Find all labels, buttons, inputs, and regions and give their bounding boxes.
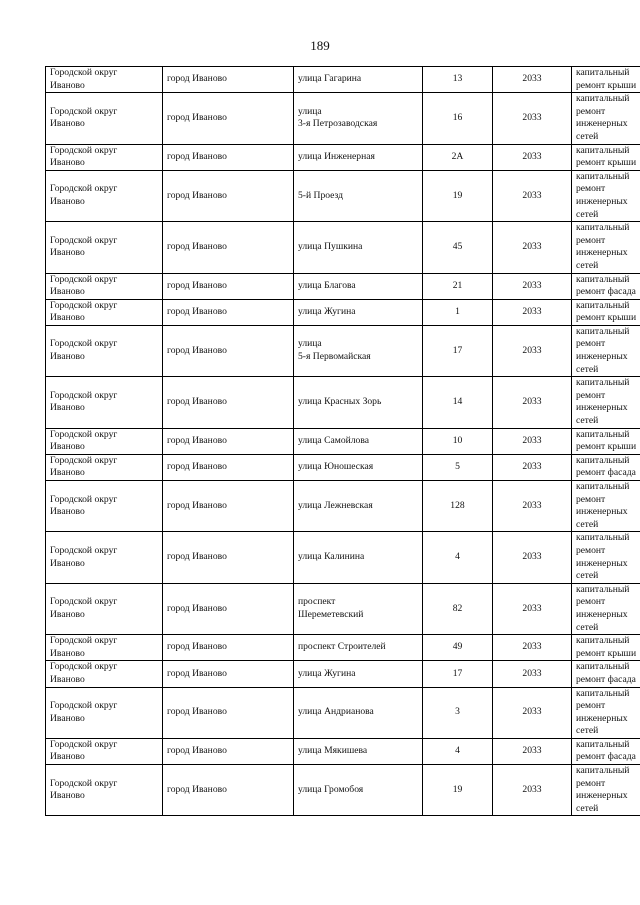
street-text: улица Лежневская <box>298 499 373 511</box>
year-cell <box>493 583 572 634</box>
house-number-cell <box>423 661 493 687</box>
city-text: город Иваново <box>167 551 227 563</box>
city-text: город Иваново <box>167 396 227 408</box>
year-cell <box>493 222 572 273</box>
street-text: улица Жугина <box>298 667 356 679</box>
city-text: город Иваново <box>167 602 227 614</box>
work-type-cell <box>572 687 640 738</box>
year-cell <box>493 765 572 816</box>
district-text: Городской округ Иваново <box>50 144 118 169</box>
district-text: Городской округ Иваново <box>50 105 118 130</box>
street-text: улица Юношеская <box>298 461 374 473</box>
street-cell <box>294 428 423 454</box>
table-row <box>46 325 640 376</box>
house-number-text: 45 <box>452 241 463 253</box>
table-row <box>46 377 640 428</box>
district-text: Городской округ Иваново <box>50 428 118 453</box>
city-text: город Иваново <box>167 189 227 201</box>
district-text: Городской округ Иваново <box>50 234 118 259</box>
district-text: Городской округ Иваново <box>50 700 118 724</box>
district-cell <box>46 377 163 428</box>
street-cell <box>294 738 423 764</box>
district-cell <box>46 738 163 764</box>
street-text: проспект Строителей <box>298 641 386 653</box>
table-row <box>46 687 640 738</box>
house-number-text: 13 <box>452 73 463 85</box>
work-type-cell <box>572 738 640 764</box>
street-text: улица Андрианова <box>298 706 374 718</box>
work-type-text: капитальный ремонт фасада <box>576 661 636 685</box>
house-number-text: 19 <box>452 189 463 201</box>
year-text: 2033 <box>522 344 542 356</box>
table-row <box>46 299 640 325</box>
district-cell <box>46 93 163 144</box>
street-cell <box>294 635 423 661</box>
table-row <box>46 738 640 764</box>
city-cell <box>163 583 294 634</box>
table-row <box>46 481 640 532</box>
city-text: город Иваново <box>167 745 227 757</box>
district-text: Городской округ Иваново <box>50 299 118 324</box>
street-text: улица Гагарина <box>298 73 362 85</box>
work-type-text: капитальный ремонт инженерных сетей <box>576 222 630 271</box>
house-number-text: 1 <box>455 305 460 317</box>
city-text: город Иваново <box>167 706 227 718</box>
year-text: 2033 <box>522 641 542 653</box>
district-cell <box>46 299 163 325</box>
table-row <box>46 661 640 687</box>
street-text: улица Пушкина <box>298 241 363 253</box>
year-text: 2033 <box>522 745 542 757</box>
city-cell <box>163 144 294 170</box>
street-text: улица Инженерная <box>298 150 375 162</box>
house-number-text: 4 <box>455 551 460 563</box>
year-cell <box>493 738 572 764</box>
work-type-cell <box>572 765 640 816</box>
street-cell <box>294 661 423 687</box>
city-text: город Иваново <box>167 73 227 85</box>
work-type-text: капитальный ремонт инженерных сетей <box>576 481 630 530</box>
work-type-text: капитальный ремонт крыши <box>576 428 637 453</box>
street-text: улица Самойлова <box>298 434 369 446</box>
street-cell <box>294 687 423 738</box>
house-number-cell <box>423 687 493 738</box>
work-type-text: капитальный ремонт инженерных сетей <box>576 93 630 142</box>
year-cell <box>493 481 572 532</box>
work-type-text: капитальный ремонт крыши <box>576 299 637 324</box>
street-text: улица 3-я Петрозаводская <box>298 105 378 130</box>
work-type-cell <box>572 67 640 93</box>
work-type-cell <box>572 454 640 480</box>
house-number-cell <box>423 377 493 428</box>
street-text: улица 5-я Первомайская <box>298 338 371 363</box>
city-text: город Иваново <box>167 667 227 679</box>
table-body <box>46 67 640 816</box>
city-cell <box>163 299 294 325</box>
house-number-text: 3 <box>455 706 460 718</box>
house-number-cell <box>423 454 493 480</box>
street-cell <box>294 765 423 816</box>
year-cell <box>493 67 572 93</box>
street-text: улица Красных Зорь <box>298 396 382 408</box>
year-cell <box>493 687 572 738</box>
year-cell <box>493 428 572 454</box>
work-type-cell <box>572 170 640 221</box>
district-cell <box>46 481 163 532</box>
house-number-cell <box>423 428 493 454</box>
year-text: 2033 <box>522 279 542 291</box>
house-number-text: 21 <box>452 279 463 291</box>
street-text: улица Благова <box>298 279 356 291</box>
year-cell <box>493 170 572 221</box>
house-number-text: 49 <box>452 641 463 653</box>
work-type-text: капитальный ремонт инженерных сетей <box>576 325 630 375</box>
year-text: 2033 <box>522 783 542 795</box>
housing-repair-table <box>45 66 640 816</box>
street-cell <box>294 481 423 532</box>
street-text: улица Громобоя <box>298 783 364 795</box>
house-number-cell <box>423 67 493 93</box>
district-cell <box>46 67 163 93</box>
city-cell <box>163 170 294 221</box>
year-cell <box>493 144 572 170</box>
house-number-cell <box>423 93 493 144</box>
work-type-text: капитальный ремонт фасада <box>576 738 636 763</box>
house-number-text: 10 <box>452 434 463 446</box>
city-cell <box>163 428 294 454</box>
work-type-text: капитальный ремонт инженерных сетей <box>576 765 630 814</box>
house-number-cell <box>423 144 493 170</box>
city-cell <box>163 532 294 583</box>
city-text: город Иваново <box>167 112 227 124</box>
district-text: Городской округ Иваново <box>50 493 118 518</box>
year-cell <box>493 273 572 299</box>
work-type-cell <box>572 325 640 376</box>
house-number-text: 2А <box>451 150 464 162</box>
house-number-cell <box>423 273 493 299</box>
street-cell <box>294 325 423 376</box>
district-cell <box>46 635 163 661</box>
year-text: 2033 <box>522 499 542 511</box>
city-cell <box>163 454 294 480</box>
district-cell <box>46 765 163 816</box>
district-cell <box>46 661 163 687</box>
house-number-text: 4 <box>455 745 460 757</box>
house-number-text: 17 <box>452 667 463 679</box>
city-cell <box>163 765 294 816</box>
street-cell <box>294 454 423 480</box>
house-number-text: 16 <box>452 112 463 124</box>
street-text: 5-й Проезд <box>298 189 344 201</box>
work-type-text: капитальный ремонт фасада <box>576 273 636 298</box>
city-cell <box>163 273 294 299</box>
year-cell <box>493 325 572 376</box>
city-text: город Иваново <box>167 461 227 473</box>
city-text: город Иваново <box>167 783 227 795</box>
city-cell <box>163 67 294 93</box>
city-text: город Иваново <box>167 241 227 253</box>
work-type-cell <box>572 428 640 454</box>
house-number-cell <box>423 222 493 273</box>
district-text: Городской округ Иваново <box>50 635 118 659</box>
year-text: 2033 <box>522 602 542 614</box>
work-type-text: капитальный ремонт инженерных сетей <box>576 532 630 582</box>
house-number-cell <box>423 481 493 532</box>
city-cell <box>163 93 294 144</box>
city-text: город Иваново <box>167 641 227 653</box>
page-number: 189 <box>310 38 330 53</box>
house-number-cell <box>423 583 493 634</box>
table-row <box>46 67 640 93</box>
year-text: 2033 <box>522 434 542 446</box>
district-text: Городской округ Иваново <box>50 273 118 298</box>
city-text: город Иваново <box>167 344 227 356</box>
work-type-text: капитальный ремонт инженерных сетей <box>576 583 630 633</box>
work-type-cell <box>572 583 640 634</box>
street-cell <box>294 532 423 583</box>
district-cell <box>46 170 163 221</box>
street-cell <box>294 144 423 170</box>
year-cell <box>493 93 572 144</box>
street-cell <box>294 222 423 273</box>
district-text: Городской округ Иваново <box>50 67 118 91</box>
work-type-cell <box>572 222 640 273</box>
year-cell <box>493 377 572 428</box>
house-number-cell <box>423 325 493 376</box>
year-text: 2033 <box>522 551 542 563</box>
work-type-cell <box>572 481 640 532</box>
work-type-text: капитальный ремонт крыши <box>576 144 637 169</box>
city-cell <box>163 738 294 764</box>
house-number-text: 19 <box>452 783 463 795</box>
house-number-cell <box>423 532 493 583</box>
year-text: 2033 <box>522 305 542 317</box>
district-cell <box>46 273 163 299</box>
street-cell <box>294 299 423 325</box>
work-type-text: капитальный ремонт инженерных сетей <box>576 687 630 737</box>
street-text: проспект Шереметевский <box>298 596 364 620</box>
district-cell <box>46 687 163 738</box>
street-cell <box>294 93 423 144</box>
street-cell <box>294 67 423 93</box>
house-number-cell <box>423 765 493 816</box>
street-text: улица Жугина <box>298 305 356 317</box>
district-text: Городской округ Иваново <box>50 544 118 569</box>
city-text: город Иваново <box>167 279 227 291</box>
work-type-cell <box>572 661 640 687</box>
district-text: Городской округ Иваново <box>50 183 118 207</box>
house-number-cell <box>423 635 493 661</box>
city-cell <box>163 222 294 273</box>
street-text: улица Калинина <box>298 551 365 563</box>
city-cell <box>163 635 294 661</box>
work-type-cell <box>572 377 640 428</box>
work-type-cell <box>572 532 640 583</box>
district-cell <box>46 428 163 454</box>
district-text: Городской округ Иваново <box>50 777 118 802</box>
city-text: город Иваново <box>167 434 227 446</box>
year-cell <box>493 532 572 583</box>
work-type-cell <box>572 144 640 170</box>
street-cell <box>294 273 423 299</box>
table-row <box>46 273 640 299</box>
table-row <box>46 170 640 221</box>
year-text: 2033 <box>522 706 542 718</box>
table-row <box>46 635 640 661</box>
year-text: 2033 <box>522 241 542 253</box>
table-row <box>46 93 640 144</box>
district-text: Городской округ Иваново <box>50 338 118 363</box>
table-row <box>46 454 640 480</box>
district-cell <box>46 532 163 583</box>
house-number-text: 128 <box>450 499 465 511</box>
district-text: Городской округ Иваново <box>50 454 118 479</box>
city-text: город Иваново <box>167 499 227 511</box>
work-type-cell <box>572 299 640 325</box>
city-text: город Иваново <box>167 305 227 317</box>
work-type-cell <box>572 273 640 299</box>
district-cell <box>46 144 163 170</box>
city-cell <box>163 661 294 687</box>
house-number-cell <box>423 170 493 221</box>
table-row <box>46 428 640 454</box>
district-text: Городской округ Иваново <box>50 389 118 414</box>
work-type-cell <box>572 93 640 144</box>
district-text: Городской округ Иваново <box>50 738 118 763</box>
city-cell <box>163 687 294 738</box>
house-number-text: 14 <box>452 396 463 408</box>
work-type-text: капитальный ремонт крыши <box>576 67 637 91</box>
district-cell <box>46 583 163 634</box>
year-text: 2033 <box>522 461 542 473</box>
year-text: 2033 <box>522 189 542 201</box>
year-text: 2033 <box>522 396 542 408</box>
year-text: 2033 <box>522 73 542 85</box>
work-type-text: капитальный ремонт крыши <box>576 635 637 659</box>
work-type-text: капитальный ремонт фасада <box>576 454 636 479</box>
street-cell <box>294 583 423 634</box>
city-cell <box>163 325 294 376</box>
district-cell <box>46 454 163 480</box>
year-text: 2033 <box>522 150 542 162</box>
year-cell <box>493 635 572 661</box>
house-number-cell <box>423 738 493 764</box>
house-number-text: 5 <box>455 461 460 473</box>
street-cell <box>294 170 423 221</box>
table-row <box>46 532 640 583</box>
table-row <box>46 583 640 634</box>
house-number-text: 82 <box>452 602 463 614</box>
district-cell <box>46 222 163 273</box>
work-type-text: капитальный ремонт инженерных сетей <box>576 377 630 427</box>
house-number-text: 17 <box>452 344 463 356</box>
city-cell <box>163 481 294 532</box>
city-text: город Иваново <box>167 150 227 162</box>
year-cell <box>493 661 572 687</box>
city-cell <box>163 377 294 428</box>
table-row <box>46 144 640 170</box>
year-cell <box>493 299 572 325</box>
street-text: улица Мякишева <box>298 745 368 757</box>
table-row <box>46 765 640 816</box>
year-text: 2033 <box>522 112 542 124</box>
table-row <box>46 222 640 273</box>
work-type-text: капитальный ремонт инженерных сетей <box>576 170 630 220</box>
house-number-cell <box>423 299 493 325</box>
district-text: Городской округ Иваново <box>50 661 118 685</box>
year-cell <box>493 454 572 480</box>
district-cell <box>46 325 163 376</box>
street-cell <box>294 377 423 428</box>
year-text: 2033 <box>522 667 542 679</box>
district-text: Городской округ Иваново <box>50 596 118 620</box>
work-type-cell <box>572 635 640 661</box>
